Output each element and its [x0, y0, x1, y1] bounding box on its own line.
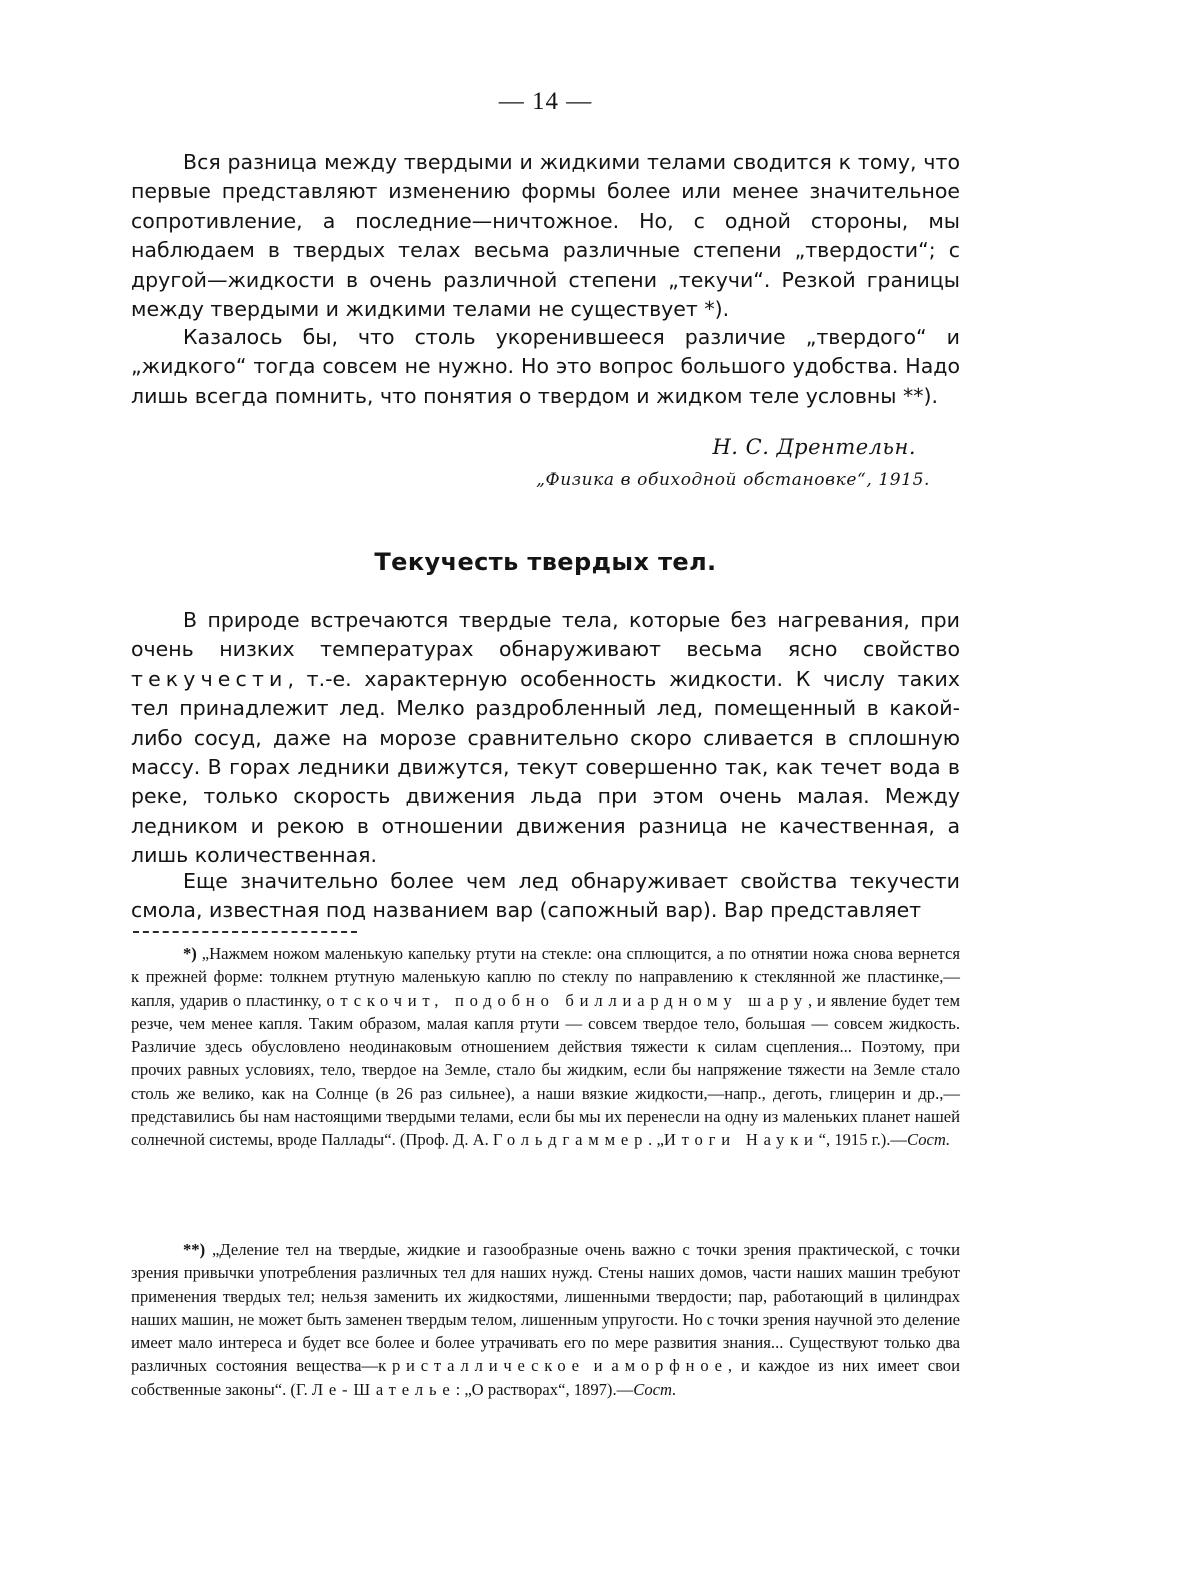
footnote-2 [131, 1238, 960, 1401]
page-number: — 14 — [498, 88, 593, 115]
footnote-divider [133, 931, 357, 933]
spaced-phrase: отскочит, подобно биллиардному шару [326, 990, 808, 1010]
paragraph-ice-fluidity [131, 606, 960, 871]
book-page [131, 0, 960, 1588]
footnote-text: “, 1915 г.).— [818, 1130, 908, 1150]
footnote-text: , и каждое из них имеет свои собственные законы“. (Г. [131, 1356, 960, 1399]
paragraph-text: Вся разница между твердыми и жидкими телами сводится к тому, что первые представляют изменению формы более или менее значительное сопротивление, а последние—ничтожное. Но, с одной стороны, мы наблюдаем в твердых телах весьма различные степени „твердости“; с другой—жидкости в очень различной степени „текучи“. Резкой границы между твердыми и жидкими телами не существует *). [131, 150, 960, 322]
spaced-title: Итоги Науки [663, 1130, 819, 1150]
footnote-text: : „О растворах“, 1897).— [455, 1379, 634, 1399]
footnote-text: , и явление будет тем резче, чем менее капля. Таким образом, малая капля ртути — совсем твердое тело, большая — совсем жидкость. Различие здесь обусловлено неодинаковым отношением действия тяжести к силам сцепления... Поэтому, при прочих равных условиях, тело, твердое на Земле, стало бы жидким, если бы напряжение тяжести на Земле стало столь же велико, как на Солнце (в 26 раз сильнее), а наши вязкие жидкости,—напр., деготь, глицерин и др.,—представились бы нам настоящими твердыми телами, если бы мы их перенесли на одну из маленьких планет нашей солнечной системы, вроде Паллады“. (Проф. Д. А. [131, 990, 961, 1150]
paragraph-text-after: , т.-е. характерную особенность жидкости. К числу таких тел принадлежит лед. Мелко раздробленный лед, помещенный в какой-либо сосуд, даже на морозе сравнительно скоро сливается в сплошную массу. В горах ледники движутся, текут совершенно так, как течет вода в реке, только скорость движения льда при этом очень малая. Между ледником и рекою в отношении движения разница не качественная, а лишь количественная. [131, 666, 960, 868]
footnote-text: „Деление тел на твердые, жидкие и газообразные очень важно с точки зрения практической, с точки зрения привычки употребления различных тел для наших нужд. Стены наших домов, части наших машин требуют применения твердых тел; нельзя заменить их жидкостями, лишенными твердости; пар, работающий в цилиндрах наших машин, не может быть заменен твердым телом, лишенным упругости. Но с точки зрения научной это деление имеет мало интереса и будет все более и более утрачивать его по мере развития знания... Существуют только два различных состояния вещества— [131, 1240, 960, 1376]
section-title: Текучесть твердых тел. [374, 548, 717, 576]
footnote-text: „Нажмем ножом маленькую капельку ртути на стекле: она сплющится, а по отнятии ножа снова вернется к прежней форме: толкнем ртутную маленькую каплю по стеклу по направлению к стеклянной же пластинке,—капля, ударив о пластинку, [131, 944, 960, 1010]
paragraph-solids-liquids-difference [131, 148, 960, 324]
paragraph-text: Еще значительно более чем лед обнаруживает свойства текучести смола, известная под названием вар (сапожный вар). Вар представляет [131, 869, 960, 923]
footnote-1 [131, 942, 960, 1152]
paragraph-text-before: В природе встречаются твердые тела, которые без нагревания, при очень низких температурах обнаруживают весьма ясно свойство [131, 608, 960, 662]
spaced-term: аморфное [611, 1356, 728, 1376]
paragraph-pitch-fluidity [131, 867, 960, 926]
source-citation: „Физика в обиходной обстановке“, 1915. [536, 470, 930, 490]
footnote-text: и [584, 1356, 612, 1376]
paragraph-conditional-concepts [131, 323, 960, 411]
compiler-note: Сост. [907, 1130, 951, 1150]
paragraph-text: Казалось бы, что столь укоренившееся различие „твердого“ и „жидкого“ тогда совсем не нужно. Но это вопрос большого удобства. Надо лишь всегда помнить, что понятия о твердом и жидком теле условны **). [131, 325, 960, 408]
spaced-term: текучести [131, 666, 288, 691]
footnote-marker: *) [183, 944, 197, 963]
spaced-term: кристаллическое [378, 1356, 585, 1376]
compiler-note: Сост. [633, 1379, 677, 1399]
footnote-text: . „ [648, 1130, 664, 1150]
spaced-author: Ле-Шателье [311, 1379, 456, 1399]
author-signature: Н. С. Дрентельн. [712, 435, 916, 459]
spaced-author: Гольдгаммер [492, 1130, 649, 1150]
footnote-marker: **) [183, 1240, 206, 1259]
